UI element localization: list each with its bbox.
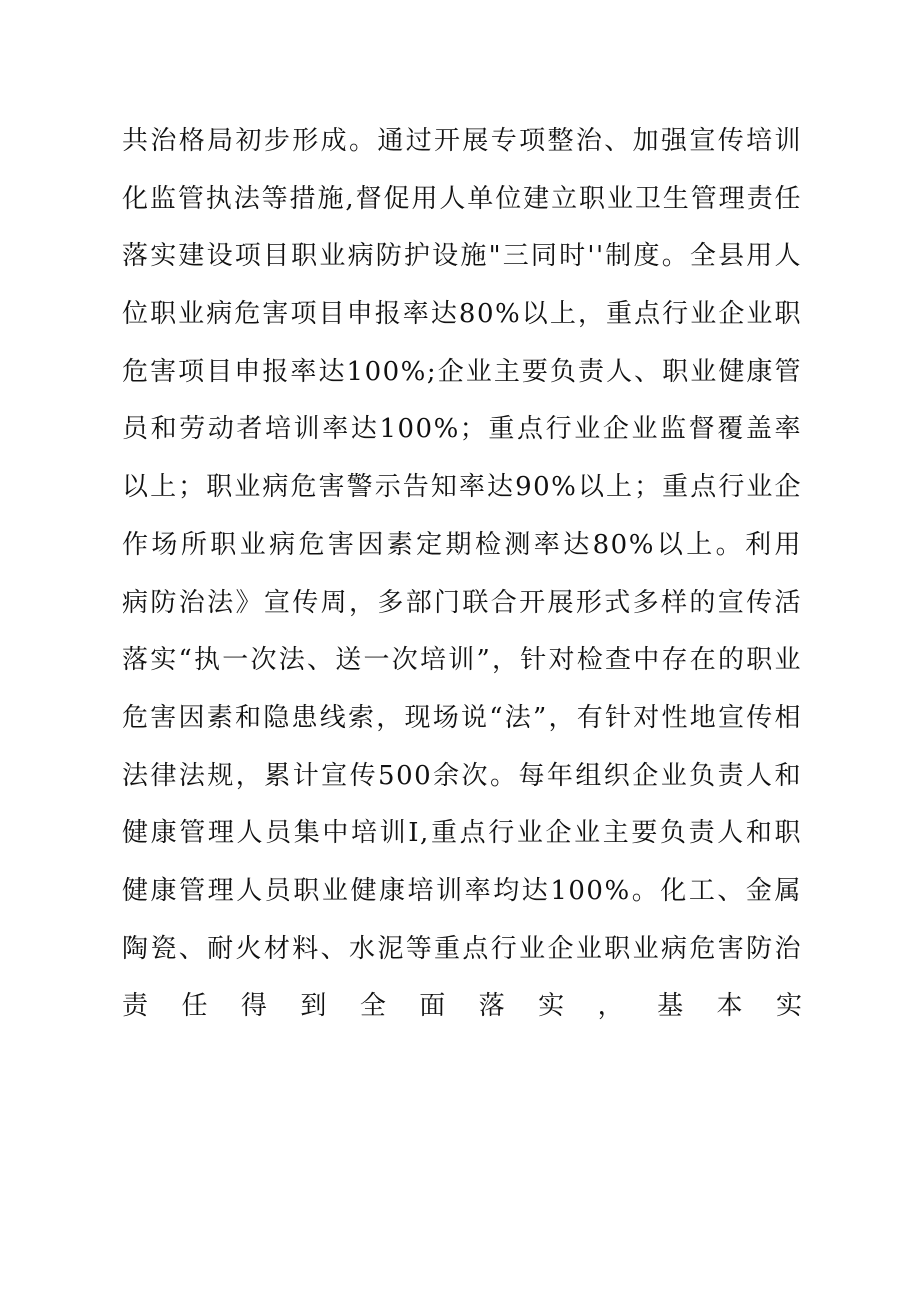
text-line: 病防治法》宣传周，多部门联合开展形式多样的宣传活: [122, 587, 802, 618]
text-line: 员和劳动者培训率达100%；重点行业企业监督覆盖率: [122, 414, 802, 445]
text-line: 法律法规，累计宣传500余次。每年组织企业负责人和: [122, 760, 802, 791]
text-line: 以上；职业病危害警示告知率达90%以上；重点行业企: [122, 472, 802, 503]
text-line: 陶瓷、耐火材料、水泥等重点行业企业职业病危害防治: [122, 933, 802, 964]
text-line: 危害因素和隐患线索，现场说“法”，有针对性地宣传相: [122, 702, 802, 733]
text-line: 作场所职业病危害因素定期检测率达80%以上。利用: [122, 529, 802, 560]
text-line: 落实建设项目职业病防护设施"三同时''制度。全县用人: [122, 241, 802, 272]
text-line: 位职业病危害项目申报率达80%以上，重点行业企业职: [122, 299, 802, 330]
text-line: 健康管理人员集中培训I,重点行业企业主要负责人和职: [122, 818, 802, 849]
text-line: 共治格局初步形成。通过开展专项整治、加强宣传培训: [122, 126, 802, 156]
text-line: 危害项目申报率达100%;企业主要负责人、职业健康管: [122, 356, 802, 387]
text-line: 健康管理人员职业健康培训率均达100%。化工、金属: [122, 875, 802, 906]
text-line: 落实“执一次法、送一次培训”，针对检查中存在的职业: [122, 645, 802, 676]
body-paragraph: [122, 119, 802, 1042]
text-line: 化监管执法等措施,督促用人单位建立职业卫生管理责任: [122, 183, 802, 214]
text-line-last: 责 任 得 到 全 面 落 实 ， 基 本 实: [122, 991, 802, 1022]
